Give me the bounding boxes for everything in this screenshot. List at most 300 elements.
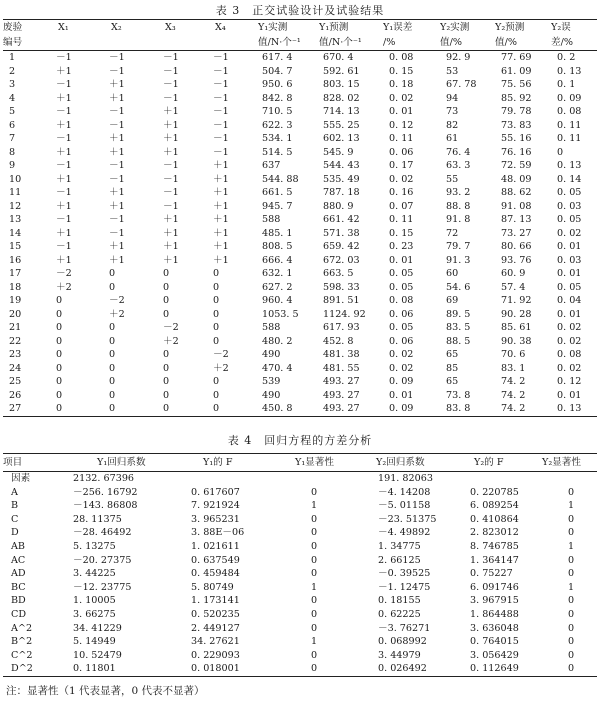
table-cell: 73. 8 (446, 389, 471, 401)
table-row (3, 308, 597, 322)
table-cell: 659. 42 (323, 241, 360, 252)
table-cell: 71. 92 (501, 295, 532, 306)
table-cell: 0. 2 (557, 52, 576, 63)
table-cell: 0. 02 (389, 173, 414, 185)
table-cell: 0 (163, 308, 170, 320)
table3-header-row (3, 20, 597, 37)
table-cell: 0. 05 (557, 187, 582, 198)
table-row (3, 105, 597, 119)
table-cell: 534. 1 (262, 133, 293, 144)
table-cell: －1 (163, 65, 179, 77)
table-cell: 34. 27621 (191, 636, 240, 648)
col-header: X₂ (111, 22, 122, 33)
table-cell: 0. 11 (557, 133, 582, 144)
table-cell: －23. 51375 (378, 513, 437, 525)
table-cell: 539 (262, 376, 281, 387)
table-cell: 555. 25 (323, 119, 360, 131)
col-header: Y₁误差 (383, 22, 413, 33)
table-cell: A^2 (11, 622, 33, 634)
table-cell: －1 (56, 241, 72, 252)
col-header: Y₁实测 (258, 22, 288, 33)
table-cell: 0 (311, 513, 318, 525)
table-cell: 0. 617607 (191, 486, 240, 498)
table-cell: 80. 66 (501, 241, 532, 252)
table-cell: －1 (109, 227, 125, 239)
table-cell: 0. 07 (389, 200, 414, 212)
table-cell: 663. 5 (323, 268, 354, 279)
table-cell: 0. 01 (557, 308, 582, 320)
table-cell: 0. 08 (557, 106, 582, 117)
col-header: 值/% (440, 37, 462, 48)
table-cell: 27 (3, 402, 52, 416)
table-cell: 7 (9, 133, 16, 144)
table-cell: 55 (446, 173, 459, 185)
table-cell: 3. 965231 (191, 513, 240, 525)
table4-body (3, 472, 597, 677)
table-cell: 93. 2 (446, 187, 471, 198)
col-header: 编号 (3, 37, 23, 48)
table-cell: 0. 764015 (470, 636, 519, 648)
table-cell: －1 (109, 173, 125, 185)
table-cell: 0 (213, 308, 220, 320)
table-cell: ＋1 (163, 133, 179, 144)
table-cell: 60. 9 (501, 268, 526, 279)
table-cell: B (11, 500, 19, 512)
table-cell: －1 (56, 106, 72, 117)
table-cell: 0. 459484 (191, 568, 240, 580)
table-cell: 0. 08 (389, 52, 414, 63)
table-cell: 0 (568, 568, 575, 580)
table-cell: －1 (56, 187, 72, 198)
table-cell: 0. 05 (389, 281, 414, 293)
table-cell: 945. 7 (262, 200, 293, 212)
table-cell: 3. 44979 (378, 649, 421, 661)
table-cell: 0 (163, 295, 170, 306)
table-cell: 74. 2 (501, 389, 526, 401)
table-cell: 65 (446, 349, 459, 360)
table-cell: 60 (446, 268, 459, 279)
table-cell: 588 (262, 322, 281, 333)
col-header: 值/% (495, 37, 517, 48)
table-row (3, 254, 597, 268)
table-cell: －1 (213, 65, 229, 77)
table-cell: D (11, 527, 19, 539)
table-cell: －1 (163, 52, 179, 63)
table-cell: 0 (56, 322, 63, 333)
table-cell: 710. 5 (262, 106, 293, 117)
table-cell: 57. 4 (501, 281, 526, 293)
table-cell: 72 (446, 227, 459, 239)
table-cell: －2 (56, 268, 72, 279)
table-cell: B^2 (11, 636, 33, 648)
table-cell: －1 (109, 119, 125, 131)
table-cell: ＋2 (109, 308, 125, 320)
table-cell: 76. 16 (501, 146, 532, 158)
table-cell: －1 (56, 79, 72, 90)
table-cell: －1 (213, 52, 229, 63)
table-cell: 61 (446, 133, 459, 144)
table-cell: 670. 4 (323, 52, 354, 63)
table-cell: 0 (109, 281, 116, 293)
table-cell: 79. 7 (446, 241, 471, 252)
table-cell: C (11, 513, 19, 525)
table-cell: 85. 61 (501, 322, 532, 333)
table-cell: 21 (9, 322, 22, 333)
table-cell: 0 (213, 389, 220, 401)
col-header: 值/N·个⁻¹ (319, 37, 362, 48)
table-cell: 0. 06 (389, 308, 414, 320)
table-cell: ＋1 (163, 106, 179, 117)
table-cell: 0. 18 (389, 79, 414, 90)
table-cell: 0 (213, 335, 220, 347)
table-cell: 5. 13275 (73, 540, 116, 552)
table-cell: 17 (9, 268, 22, 279)
table-row (3, 635, 597, 649)
table-cell: 0 (568, 649, 575, 661)
table-cell: 0 (209, 402, 258, 416)
table-cell: 55. 16 (501, 133, 532, 144)
table-cell: 627. 2 (262, 281, 293, 293)
table-row (3, 51, 597, 65)
table-row (3, 173, 597, 187)
table-cell: 0. 026492 (366, 662, 466, 676)
table-cell: 0. 01 (557, 268, 582, 279)
col-header: Y₂实测 (440, 22, 470, 33)
table-cell: 1 (568, 500, 575, 512)
table-cell: 450. 8 (258, 402, 319, 416)
table-cell: 0 (557, 146, 564, 158)
table-cell: －256. 16792 (73, 486, 138, 498)
table-cell: 191. 82063 (378, 473, 433, 484)
table-cell: 5. 14949 (73, 636, 116, 648)
table-cell: 76. 4 (446, 146, 471, 158)
table-cell: 3. 056429 (470, 649, 519, 661)
table-cell: 0. 01 (389, 254, 414, 266)
table-cell: 588 (262, 214, 281, 225)
table-cell: 0. 03 (557, 254, 582, 266)
table-cell: －1. 12475 (378, 581, 431, 593)
table-cell: 480. 2 (262, 335, 293, 347)
table-cell: 73 (446, 106, 459, 117)
table-cell: 48. 09 (501, 173, 532, 185)
table-cell: 3 (9, 79, 16, 90)
table-cell: 15 (9, 241, 22, 252)
table-row (3, 213, 597, 227)
table-row (3, 92, 597, 106)
table-cell: 0 (163, 362, 170, 374)
table-cell: 0. 01 (557, 241, 582, 252)
table-cell (191, 472, 271, 486)
table-row (3, 362, 597, 376)
table-row (3, 159, 597, 173)
table-cell: 0. 09 (389, 376, 414, 387)
table-cell: 0 (311, 554, 318, 566)
table-cell: 808. 5 (262, 241, 293, 252)
table-cell: 69 (446, 295, 459, 306)
table-cell: －1 (109, 52, 125, 63)
table-cell: 0 (311, 608, 318, 620)
table-cell: 714. 13 (323, 106, 360, 117)
table-row (3, 267, 597, 281)
table-cell: 77. 69 (501, 52, 532, 63)
table-cell: 0. 02 (389, 362, 414, 374)
table-cell: 661. 5 (262, 187, 293, 198)
table-cell: ＋1 (163, 119, 179, 131)
table-cell: ＋1 (213, 160, 229, 171)
table-row (3, 119, 597, 133)
table-cell: 0 (568, 486, 575, 498)
table-cell: 87. 13 (501, 214, 532, 225)
table-cell: 70. 6 (501, 349, 526, 360)
table-cell: 6 (9, 119, 16, 131)
table-row (3, 513, 597, 527)
table-cell: 63. 3 (446, 160, 471, 171)
col-header: Y₁回归系数 (97, 457, 146, 468)
table-cell: 83. 8 (440, 402, 495, 416)
table-cell: 1 (311, 500, 318, 512)
table-cell: 0 (213, 281, 220, 293)
table-cell: 0. 12 (557, 376, 582, 387)
table-cell: －5. 01158 (378, 500, 431, 512)
table-row (3, 608, 597, 622)
table-cell: －28. 46492 (73, 527, 132, 539)
table-cell: 493. 27 (323, 376, 360, 387)
table-cell: 481. 55 (323, 362, 360, 374)
table-cell: 82 (446, 119, 459, 131)
table-cell: 0. 068992 (378, 636, 427, 648)
table-cell: 67. 78 (446, 79, 477, 90)
table-cell: ＋1 (163, 241, 179, 252)
table-cell: 34. 41229 (73, 622, 122, 634)
table-cell: －12. 23775 (73, 581, 132, 593)
table-cell: 0. 01 (389, 106, 414, 117)
table-cell: CD (11, 608, 27, 620)
table-cell: ＋1 (213, 254, 229, 266)
table3-header-row (3, 36, 597, 51)
table-cell: 26 (9, 389, 22, 401)
table-cell: 11 (9, 187, 22, 198)
table-cell: 504. 7 (262, 65, 293, 77)
table-cell: 0. 08 (389, 295, 414, 306)
table-cell: ＋1 (56, 146, 72, 158)
table-cell: 0. 11 (389, 133, 414, 144)
table-cell: －1 (56, 160, 72, 171)
table-cell: 485. 1 (262, 227, 293, 239)
table-cell: －1 (213, 106, 229, 117)
table-cell: 571. 38 (323, 227, 360, 239)
col-header: X₁ (58, 22, 69, 33)
table-cell: 0 (311, 527, 318, 539)
table-cell: 0. 09 (557, 92, 582, 104)
table-cell: －1 (213, 92, 229, 104)
table-cell: 0 (568, 622, 575, 634)
table-cell: 0. 75227 (470, 568, 513, 580)
table-cell: －1 (109, 160, 125, 171)
table-cell: 544. 43 (323, 160, 360, 171)
table-cell: 3. 967915 (470, 595, 519, 607)
table-cell: 73. 83 (501, 119, 532, 131)
table-cell: ＋1 (109, 254, 125, 266)
table-cell: －1 (163, 173, 179, 185)
table-cell: 0. 05 (557, 281, 582, 293)
table-cell: 470. 4 (262, 362, 293, 374)
table-cell: 0. 02 (557, 362, 582, 374)
table-cell: ＋1 (56, 119, 72, 131)
table-cell: 3. 66275 (73, 608, 116, 620)
table-cell: 79. 78 (501, 106, 532, 117)
col-header: Y₂显著性 (542, 457, 581, 468)
table-cell: 23 (9, 349, 22, 360)
table-cell (466, 472, 538, 486)
table-row (3, 662, 597, 676)
table-cell: 75. 56 (501, 79, 532, 90)
table-cell: 25 (9, 376, 22, 387)
table-cell: 8 (9, 146, 16, 158)
table-cell: 490 (262, 389, 281, 401)
col-header: Y₁显著性 (295, 457, 334, 468)
table-cell: －1 (163, 92, 179, 104)
table-cell: 1. 10005 (73, 595, 116, 607)
table-cell: 0 (311, 595, 318, 607)
table-cell: 1. 864488 (470, 608, 519, 620)
table-cell: －4. 14208 (378, 486, 431, 498)
table-cell: 13 (9, 214, 22, 225)
table-cell: ＋1 (109, 79, 125, 90)
table-cell: 0 (213, 268, 220, 279)
table-cell: ＋1 (213, 187, 229, 198)
table-cell: ＋1 (163, 214, 179, 225)
table-cell: －143. 86808 (73, 500, 138, 512)
table-cell: －1 (56, 52, 72, 63)
table-cell: 88. 8 (446, 200, 471, 212)
table-cell: －1 (213, 133, 229, 144)
table-cell: 0. 01 (389, 389, 414, 401)
table-cell: 0. 16 (389, 187, 414, 198)
table-cell: 88. 62 (501, 187, 532, 198)
table-cell: 617. 4 (262, 52, 293, 63)
table-cell: 0. 18155 (378, 595, 421, 607)
table-cell: 0. 220785 (470, 486, 519, 498)
table-cell: 1. 364147 (470, 554, 519, 566)
table-cell: 19 (9, 295, 22, 306)
table3-caption: 表 3 正交试验设计及试验结果 (215, 4, 385, 17)
col-header: 项目 (3, 457, 23, 468)
table-cell: 0. 06 (389, 335, 414, 347)
col-header: Y₂误 (551, 22, 571, 33)
table-cell: 10. 52479 (73, 649, 122, 661)
col-header: Y₁的 F (203, 457, 233, 468)
table-cell: 0. 13 (557, 65, 582, 77)
table-cell: 1053. 5 (262, 308, 299, 320)
table-cell: 0. 05 (389, 268, 414, 279)
table-cell: 0. 229093 (191, 649, 240, 661)
table-cell: －1 (56, 133, 72, 144)
table-cell: 7. 921924 (191, 500, 240, 512)
table-cell: 1. 173141 (191, 595, 240, 607)
table-cell: －0. 39525 (378, 568, 431, 580)
table-cell: 0 (538, 662, 597, 676)
table-cell: 0. 13 (551, 402, 597, 416)
table-cell: 672. 03 (323, 254, 360, 266)
table-row (3, 132, 597, 146)
table-cell: 72. 59 (501, 160, 532, 171)
table-cell: 0. 12 (389, 119, 414, 131)
table-cell: 950. 6 (262, 79, 293, 90)
table-row (3, 240, 597, 254)
orthogonal-design-table (3, 19, 597, 417)
table-cell: ＋1 (109, 200, 125, 212)
table-cell: 0 (52, 402, 105, 416)
table-cell: 493. 27 (323, 389, 360, 401)
table-cell: 1124. 92 (323, 308, 366, 320)
table-cell: 0 (109, 389, 116, 401)
table-cell: 85 (446, 362, 459, 374)
table-row (3, 227, 597, 241)
table-cell: 90. 38 (501, 335, 532, 347)
table-row (3, 200, 597, 214)
table-cell: 18 (9, 281, 22, 293)
table-cell: 0 (109, 362, 116, 374)
table-cell: 0 (163, 281, 170, 293)
table-cell: 0 (109, 335, 116, 347)
table-cell: 0 (109, 376, 116, 387)
table-cell: 1 (568, 540, 575, 552)
table-cell: 83. 5 (446, 322, 471, 333)
table-cell: 545. 9 (323, 146, 354, 158)
table-cell: 88. 5 (446, 335, 471, 347)
col-header: Y₂回归系数 (376, 457, 425, 468)
table-cell: 0 (109, 322, 116, 333)
table-cell: 因素 (11, 473, 31, 484)
table-cell: 2132. 67396 (73, 473, 135, 484)
table-row (3, 281, 597, 295)
col-header: /% (383, 37, 396, 48)
table-cell: 622. 3 (262, 119, 293, 131)
table-cell: 0 (159, 402, 209, 416)
table-cell (271, 472, 366, 486)
col-header: X₃ (165, 22, 176, 33)
table-cell: 0. 02 (557, 335, 582, 347)
table-cell: ＋1 (163, 254, 179, 266)
table-row (3, 540, 597, 554)
table-cell: AB (11, 540, 25, 552)
table-cell: 2 (9, 65, 16, 77)
table-cell: 0 (213, 322, 220, 333)
table-cell: 0 (163, 389, 170, 401)
table-cell: －1 (109, 65, 125, 77)
table-cell: 0. 637549 (191, 554, 240, 566)
table-cell: 0 (163, 349, 170, 360)
table4-caption: 表 4 回归方程的方差分析 (227, 434, 373, 447)
table4-header-row (3, 454, 597, 472)
table-cell: 0 (568, 513, 575, 525)
table-cell: 0. 23 (389, 241, 414, 252)
col-header: 废验 (3, 22, 23, 33)
table-cell: 632. 1 (262, 268, 293, 279)
table-row (3, 594, 597, 608)
table-cell: 0. 02 (557, 322, 582, 333)
table-row (3, 335, 597, 349)
table-row (3, 65, 597, 79)
table-cell: 0. 06 (389, 146, 414, 158)
table-cell: 0. 112649 (466, 662, 538, 676)
table-cell: ＋1 (56, 65, 72, 77)
table-cell: 74. 2 (501, 376, 526, 387)
table-cell: 617. 93 (323, 322, 360, 333)
col-header (209, 36, 258, 51)
table-cell: －2 (109, 295, 125, 306)
table-cell: 89. 5 (446, 308, 471, 320)
